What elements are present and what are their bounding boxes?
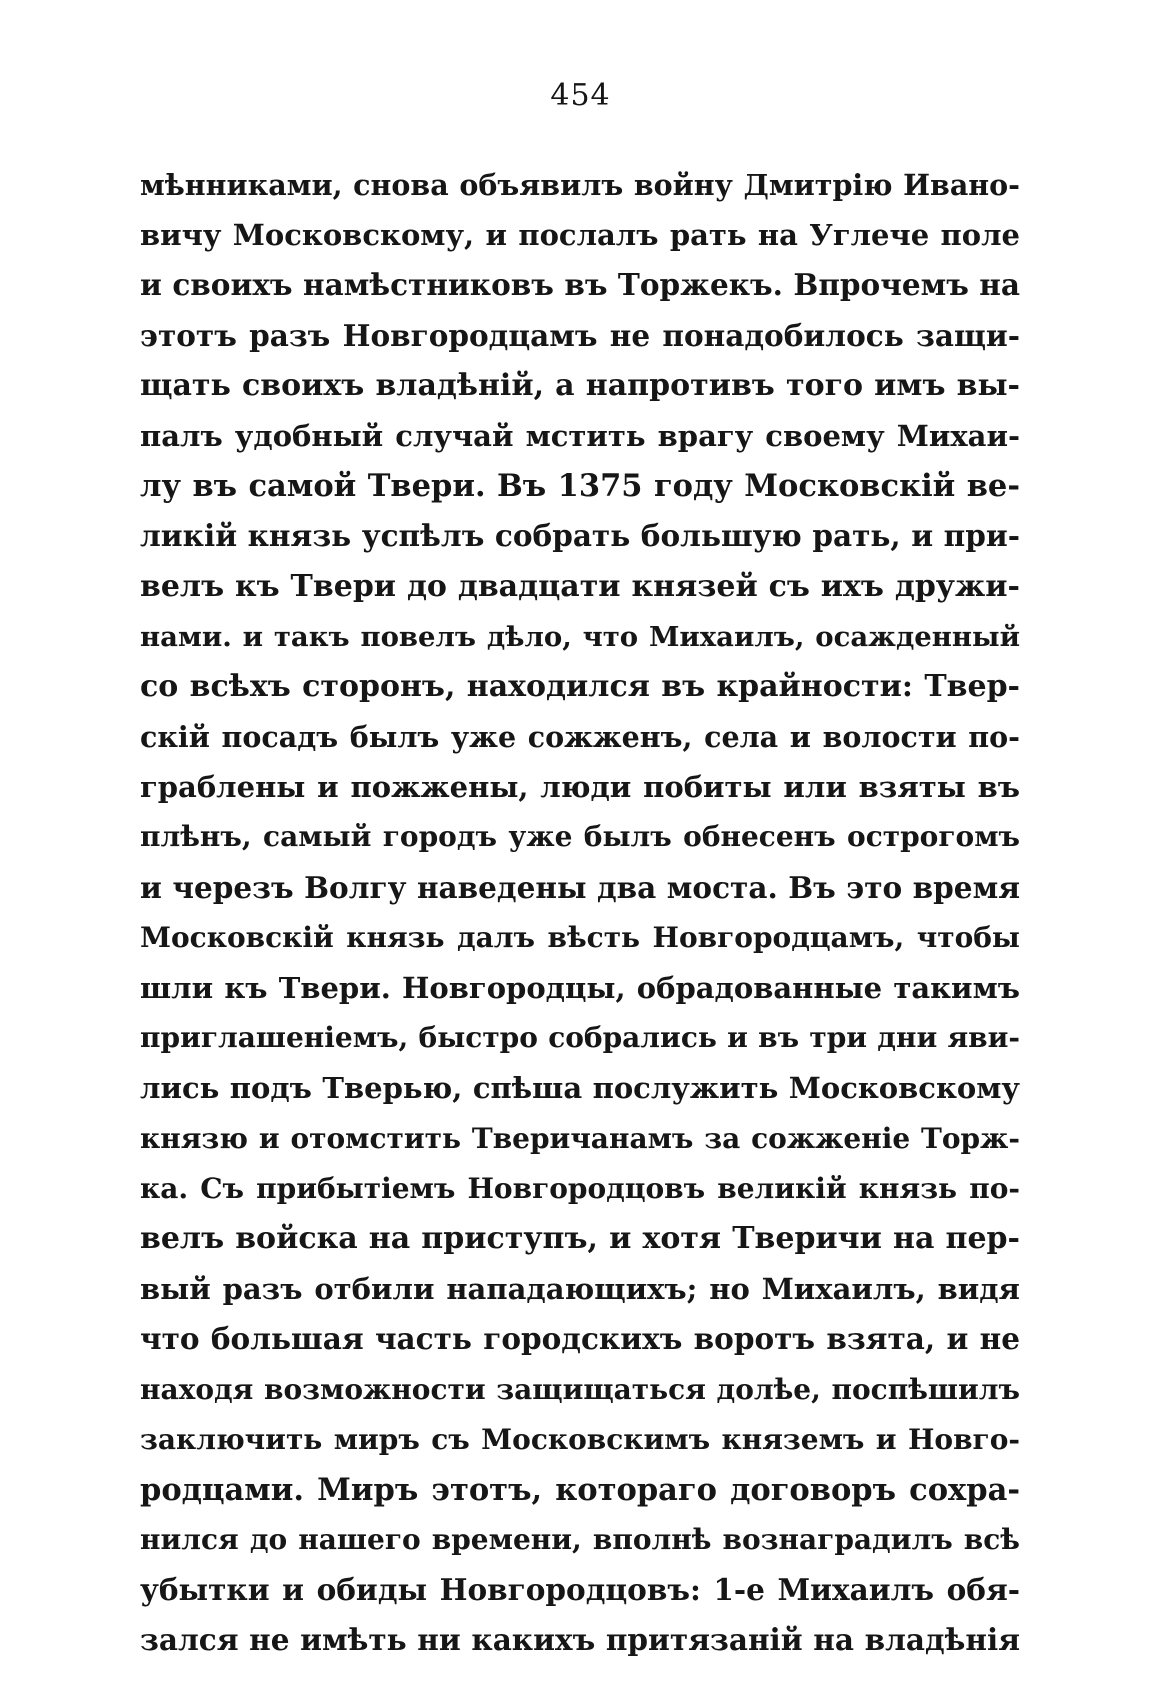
- text-line: плѣнъ, самый городъ уже былъ обнесенъ острогомъ: [140, 820, 1020, 854]
- text-line: зался не имѣть ни какихъ притязаній на владѣнія: [140, 1622, 1020, 1658]
- text-line: лись подъ Тверью, спѣша послужить Московскому: [140, 1071, 1020, 1106]
- text-line: граблены и пожжены, люди побиты или взяты въ: [140, 770, 1020, 805]
- text-line: щать своихъ владѣній, а напротивъ того имъ вы-: [140, 367, 1020, 403]
- text-line: со всѣхъ сторонъ, находился въ крайности: Твер-: [140, 668, 1020, 704]
- text-line: вый разъ отбили нападающихъ; но Михаилъ, видя: [140, 1272, 1020, 1307]
- body-text: [140, 160, 1020, 1666]
- text-line: Московскій князь далъ вѣсть Новгородцамъ, чтобы: [140, 920, 1020, 954]
- text-line: скій посадъ былъ уже сожженъ, села и волости по-: [140, 720, 1020, 755]
- text-line: и своихъ намѣстниковъ въ Торжекъ. Впрочемъ на: [140, 267, 1020, 303]
- text-line: ликій князь успѣлъ собрать большую рать, и при-: [140, 518, 1020, 554]
- text-line: лу въ самой Твери. Въ 1375 году Московскій ве-: [140, 468, 1020, 505]
- text-line: палъ удобный случай мстить врагу своему Михаи-: [140, 418, 1020, 453]
- text-line: шли къ Твери. Новгородцы, обрадованные такимъ: [140, 971, 1020, 1005]
- text-line: князю и отомстить Тверичанамъ за сожженіе Торж-: [140, 1121, 1020, 1155]
- text-line: и черезъ Волгу наведены два моста. Въ это время: [140, 869, 1020, 905]
- text-line: нился до нашего времени, вполнѣ вознаградилъ всѣ: [140, 1523, 1020, 1557]
- text-line: родцами. Миръ этотъ, котораго договоръ сохра-: [140, 1471, 1020, 1508]
- text-line: ка. Съ прибытіемъ Новгородцовъ великій князь по-: [140, 1171, 1020, 1205]
- text-line: вичу Московскому, и послалъ рать на Углече поле: [140, 218, 1020, 253]
- text-line: убытки и обиды Новгородцовъ: 1-е Михаилъ обя-: [140, 1572, 1020, 1608]
- text-line: находя возможности защищаться долѣе, поспѣшилъ: [140, 1372, 1020, 1406]
- text-line: этотъ разъ Новгородцамъ не понадобилось защи-: [140, 317, 1020, 353]
- text-line: что большая часть городскихъ воротъ взята, и не: [140, 1321, 1020, 1357]
- page-number: 454: [550, 78, 611, 113]
- text-line: велъ войска на приступъ, и хотя Тверичи на пер-: [140, 1220, 1020, 1256]
- text-line: заключить миръ съ Московскимъ княземъ и Новго-: [140, 1422, 1020, 1456]
- text-line: нами. и такъ повелъ дѣло, что Михаилъ, осажденный: [140, 620, 1020, 653]
- text-line: приглашеніемъ, быстро собрались и въ три дни яви-: [140, 1021, 1020, 1055]
- text-line: мѣнниками, снова объявилъ войну Дмитрію Ивано-: [140, 168, 1020, 202]
- text-line: велъ къ Твери до двадцати князей съ ихъ дружи-: [140, 568, 1020, 604]
